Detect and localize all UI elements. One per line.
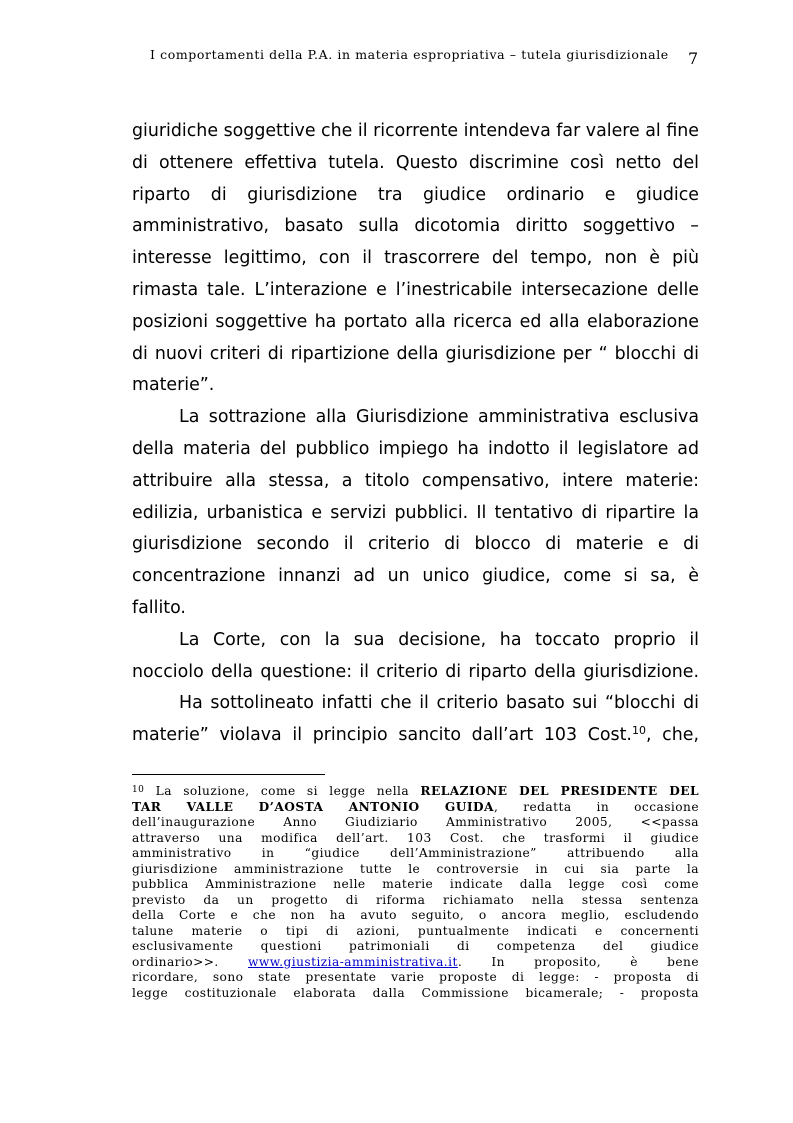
- body-line: giurisdizione secondo il criterio di blocco di materie e di: [132, 534, 699, 555]
- body-line: attribuire alla stessa, a titolo compensativo, intere materie:: [132, 470, 699, 491]
- footnote-line: giurisdizione amministrazione tutte le controversie in cui sia parte la: [132, 861, 699, 876]
- footnote-10: [132, 784, 699, 1001]
- body-line: Ha sottolineato infatti che il criterio basato sui “blocchi di: [179, 693, 699, 714]
- body-line: della materia del pubblico impiego ha indotto il legislatore ad: [132, 438, 699, 459]
- footnote-line: amministrativo in “giudice dell’Amministrazione” attribuendo alla: [132, 846, 699, 860]
- footnote-line: attraverso una modifica dell’art. 103 Cost. che trasformi il giudice: [132, 830, 699, 845]
- website-link[interactable]: www.giustizia-amministrativa.it: [247, 954, 458, 969]
- footnote-bold-text: RELAZIONE DEL PRESIDENTE DEL: [420, 784, 699, 798]
- body-line: di nuovi criteri di ripartizione della giurisdizione per “ blocchi di: [132, 343, 699, 364]
- body-line: giuridiche soggettive che il ricorrente intendeva far valere al fine: [132, 121, 699, 141]
- running-header: I comportamenti della P.A. in materia espropriativa – tutela giurisdizionale: [150, 47, 669, 62]
- body-line: di ottenere effettiva tutela. Questo discrimine così netto del: [132, 152, 699, 173]
- footnote-line: esclusivamente questioni patrimoniali di competenza del giudice: [132, 939, 699, 953]
- footnote-marker: 10: [132, 785, 145, 795]
- footnote-text-segment: , redatta in occasione: [493, 799, 699, 814]
- footnote-line: [132, 784, 699, 800]
- footnote-line: della Corte e che non ha avuto seguito, o ancora meglio, escludendo: [132, 908, 699, 922]
- footnote-line: [132, 800, 699, 816]
- body-line: nocciolo della questione: il criterio di riparto della giurisdizione.: [132, 661, 699, 682]
- footnote-text-segment: ordinario>>.: [132, 954, 248, 969]
- footnote-line: legge costituzionale elaborata dalla Commissione bicamerale; - proposta: [132, 985, 699, 1000]
- body-line: La Corte, con la sua decisione, ha toccato proprio il: [179, 629, 699, 650]
- body-line: riparto di giurisdizione tra giudice ordinario e giudice: [132, 184, 699, 205]
- body-line: fallito.: [132, 597, 186, 618]
- body-line: amministrativo, basato sulla dicotomia diritto soggettivo –: [132, 216, 699, 237]
- body-line: materie”.: [132, 375, 215, 396]
- footnote-line: ricordare, sono state presentate varie proposte di legge: - proposta di: [132, 970, 699, 984]
- body-text-segment: materie” violava il principio sancito dall’art 103 Cost.: [132, 725, 632, 746]
- footnote-text-segment: La soluzione, come si legge nella: [144, 784, 421, 798]
- body-line: interesse legittimo, con il trascorrere del tempo, non è più: [132, 248, 699, 269]
- footnote-line: dell’inaugurazione Anno Giudiziario Amministrativo 2005, <<passa: [132, 815, 699, 829]
- body-line-last: [132, 720, 699, 752]
- footnote-line: [132, 955, 699, 971]
- body-line: rimasta tale. L’interazione e l’inestricabile intersecazione delle: [132, 279, 699, 300]
- body-text: [132, 116, 699, 752]
- body-line: concentrazione innanzi ad un unico giudice, come si sa, è: [132, 566, 699, 587]
- footnote-reference[interactable]: 10: [631, 724, 646, 738]
- footnote-line: talune materie o tipi di azioni, puntualmente indicati e concernenti: [132, 923, 699, 938]
- footnote-line: pubblica Amministrazione nelle materie indicate dalla legge così come: [132, 877, 699, 891]
- page-number: 7: [688, 49, 699, 68]
- body-line: edilizia, urbanistica e servizi pubblici. Il tentativo di ripartire la: [132, 502, 699, 523]
- footnote-separator: [132, 774, 325, 775]
- footnote-line: previsto da un progetto di riforma richiamato nella stessa sentenza: [132, 892, 699, 907]
- body-line: La sottrazione alla Giurisdizione amministrativa esclusiva: [179, 407, 699, 428]
- body-text-segment: , che,: [645, 725, 699, 746]
- footnote-bold-text: TAR VALLE D’AOSTA ANTONIO GUIDA: [132, 799, 494, 814]
- footnote-text-segment: . In proposito, è bene: [457, 954, 700, 969]
- body-line: posizioni soggettive ha portato alla ricerca ed alla elaborazione: [132, 311, 699, 332]
